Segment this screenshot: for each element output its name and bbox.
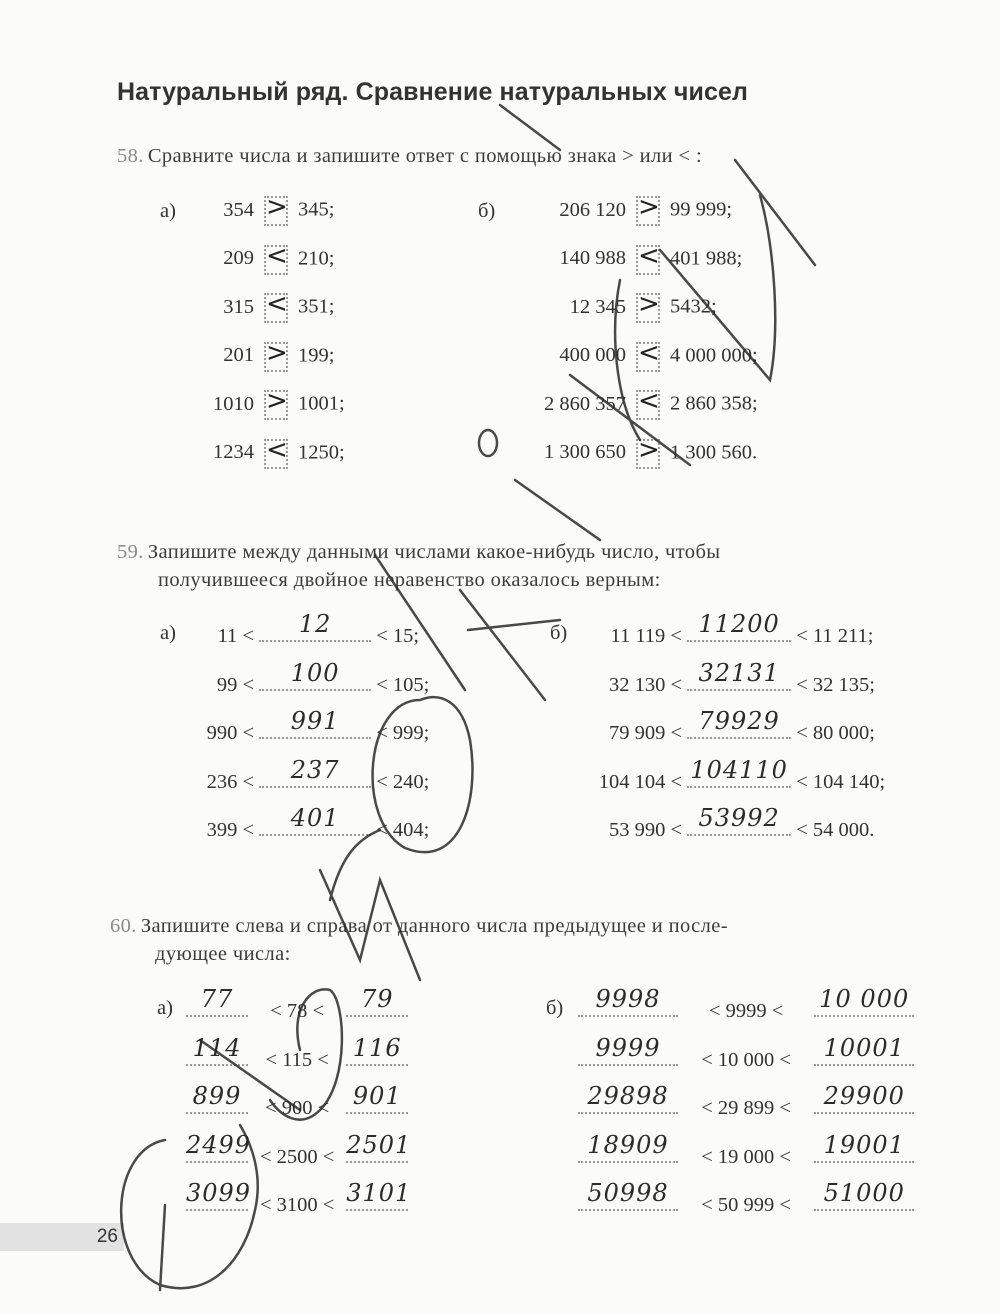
- comparison-row: [180, 192, 345, 245]
- left-bound: 990 <: [206, 722, 254, 744]
- sign-box[interactable]: [636, 240, 660, 275]
- column-label-a: а): [160, 200, 176, 222]
- left-number: 400 000: [559, 344, 626, 367]
- sign-answer: <: [266, 434, 288, 465]
- task-60-column-a: [186, 985, 412, 1238]
- task-58-prompt: [117, 142, 702, 170]
- column-label-a: а): [160, 622, 176, 644]
- handwritten-answer: 2501: [346, 1130, 412, 1159]
- right-bound: < 999;: [376, 722, 430, 744]
- column-label-b: б): [546, 997, 564, 1019]
- task-60-column-b: [578, 985, 914, 1238]
- left-bound: 32 130 <: [608, 673, 682, 696]
- given-number: < 10 000 <: [701, 1048, 791, 1071]
- page-number: 26: [0, 1223, 124, 1251]
- handwritten-answer: 991: [290, 707, 340, 735]
- handwritten-answer: 51000: [823, 1179, 905, 1207]
- given-number: < 9999 <: [708, 1000, 784, 1022]
- prev-field[interactable]: [186, 1130, 252, 1163]
- prev-field[interactable]: [186, 1082, 248, 1114]
- left-bound: 53 990 <: [608, 819, 682, 841]
- right-number: 401 988;: [670, 247, 743, 270]
- prev-field[interactable]: [186, 985, 248, 1017]
- sign-box[interactable]: [264, 240, 288, 275]
- sign-box[interactable]: [264, 434, 288, 469]
- comparison-row: [180, 386, 345, 439]
- task-59-column-a: [180, 610, 430, 863]
- comparison-row: [500, 289, 758, 342]
- task-number: 58.: [117, 145, 144, 167]
- sign-answer: >: [266, 192, 288, 222]
- sign-box[interactable]: [264, 192, 288, 226]
- comparison-row: [180, 337, 345, 391]
- right-number: 1250;: [298, 441, 345, 464]
- comparison-row: [500, 434, 758, 488]
- next-field[interactable]: [814, 1130, 914, 1163]
- task-59-prompt: [117, 538, 927, 594]
- task-text: Сравните числа и запишите ответ с помощью знака > или < :: [147, 145, 703, 167]
- task-text-line-2: дующее числа:: [155, 943, 291, 965]
- right-bound: < 15;: [376, 625, 420, 647]
- sign-answer: <: [638, 386, 660, 416]
- prev-field[interactable]: [578, 1082, 678, 1114]
- handwritten-answer: 114: [192, 1033, 242, 1062]
- right-number: 199;: [298, 344, 335, 367]
- left-bound: 11 119 <: [610, 625, 682, 647]
- left-number: 209: [223, 247, 254, 270]
- given-number: < 29 899 <: [701, 1097, 791, 1119]
- sign-box[interactable]: [264, 289, 288, 323]
- left-number: 315: [223, 295, 254, 318]
- handwritten-answer: 237: [290, 755, 340, 784]
- handwritten-answer: 9998: [595, 985, 661, 1013]
- left-bound: 104 104 <: [598, 770, 682, 793]
- handwritten-answer: 50998: [587, 1179, 669, 1207]
- handwritten-answer: 104110: [690, 755, 788, 784]
- next-field[interactable]: [346, 1130, 412, 1163]
- right-bound: < 11 211;: [796, 625, 874, 647]
- comparison-row: [500, 192, 758, 245]
- right-bound: < 105;: [376, 673, 430, 696]
- prev-field[interactable]: [186, 1179, 252, 1211]
- sign-answer: <: [266, 240, 288, 271]
- left-bound: 236 <: [206, 770, 254, 793]
- given-number: < 3100 <: [259, 1194, 335, 1216]
- right-number: 5432;: [670, 295, 717, 318]
- task-text-line-2: получившееся двойное неравенство оказалось верным:: [158, 569, 661, 591]
- answer-field[interactable]: [259, 610, 371, 642]
- handwritten-answer: 2499: [186, 1130, 252, 1159]
- right-bound: < 54 000.: [796, 819, 875, 841]
- right-number: 210;: [298, 247, 335, 270]
- handwritten-answer: 18909: [587, 1130, 669, 1159]
- left-bound: 11 <: [217, 625, 254, 647]
- given-number: < 78 <: [270, 1000, 325, 1022]
- right-number: 2 860 358;: [670, 392, 758, 415]
- given-number: < 50 999 <: [701, 1194, 791, 1216]
- answer-field[interactable]: [259, 707, 371, 739]
- sign-box[interactable]: [264, 337, 288, 372]
- next-field[interactable]: [814, 1033, 914, 1066]
- handwritten-answer: 9999: [595, 1033, 661, 1062]
- handwritten-answer: 19001: [823, 1130, 905, 1159]
- comparison-row: [180, 434, 345, 488]
- handwritten-answer: 116: [352, 1033, 402, 1062]
- column-label-a: а): [157, 997, 173, 1019]
- left-number: 354: [223, 198, 254, 221]
- column-label-b: б): [550, 622, 568, 644]
- right-number: 1001;: [298, 392, 345, 415]
- sign-box[interactable]: [636, 289, 660, 323]
- right-number: 345;: [298, 198, 335, 221]
- left-bound: 399 <: [206, 819, 254, 841]
- right-number: 4 000 000;: [670, 344, 758, 367]
- left-bound: 99 <: [216, 673, 254, 696]
- sign-box[interactable]: [636, 434, 660, 469]
- next-field[interactable]: [346, 1033, 408, 1066]
- answer-field[interactable]: [687, 804, 791, 836]
- given-number: < 2500 <: [259, 1145, 335, 1168]
- given-number: < 900 <: [265, 1097, 330, 1119]
- task-number: 59.: [117, 541, 144, 563]
- prev-field[interactable]: [578, 1033, 678, 1066]
- comparison-row: [180, 289, 345, 342]
- left-number: 201: [223, 344, 254, 367]
- sign-box[interactable]: [636, 192, 660, 226]
- sign-box[interactable]: [636, 337, 660, 372]
- column-label-b: б): [478, 200, 496, 222]
- handwritten-answer: 79929: [698, 707, 780, 735]
- handwritten-answer: 10001: [823, 1033, 905, 1062]
- right-number: 351;: [298, 295, 335, 318]
- comparison-row: [500, 386, 758, 439]
- handwritten-answer: 901: [352, 1082, 402, 1110]
- task-59-column-b: [560, 610, 886, 863]
- answer-field[interactable]: [259, 755, 371, 788]
- prev-field[interactable]: [578, 985, 678, 1017]
- comparison-row: [500, 337, 758, 391]
- comparison-row: [180, 240, 345, 294]
- handwritten-answer: 11200: [698, 610, 780, 638]
- inequality-row: [560, 804, 885, 863]
- next-field[interactable]: [814, 985, 914, 1017]
- given-number: < 19 000 <: [701, 1145, 791, 1168]
- answer-field[interactable]: [687, 610, 791, 642]
- answer-field[interactable]: [259, 804, 371, 836]
- handwritten-answer: 100: [290, 658, 340, 687]
- prev-field[interactable]: [578, 1130, 678, 1163]
- next-field[interactable]: [814, 1179, 914, 1211]
- task-number: 60.: [110, 915, 137, 937]
- task-58-column-a: [180, 192, 345, 487]
- next-field[interactable]: [346, 1082, 408, 1114]
- left-number: 1234: [213, 441, 254, 464]
- right-number: 1 300 560.: [670, 441, 758, 464]
- page-title: Натуральный ряд. Сравнение натуральных чисел: [117, 78, 748, 106]
- left-number: 1010: [213, 392, 254, 415]
- left-number: 1 300 650: [544, 441, 626, 464]
- handwritten-answer: 899: [192, 1082, 242, 1110]
- prev-field[interactable]: [578, 1179, 678, 1211]
- right-bound: < 104 140;: [796, 770, 886, 793]
- comparison-row: [500, 240, 758, 294]
- neighbor-row: [186, 1179, 412, 1238]
- sign-answer: >: [266, 386, 288, 416]
- sign-box[interactable]: [636, 386, 660, 420]
- handwritten-answer: 401: [290, 804, 340, 832]
- answer-field[interactable]: [687, 658, 791, 691]
- sign-answer: >: [266, 337, 288, 368]
- sign-box[interactable]: [264, 386, 288, 420]
- left-bound: 79 909 <: [608, 722, 682, 744]
- answer-field[interactable]: [687, 707, 791, 739]
- left-number: 2 860 357: [544, 392, 626, 415]
- next-field[interactable]: [346, 1179, 412, 1211]
- right-bound: < 32 135;: [796, 673, 876, 696]
- right-number: 99 999;: [670, 198, 733, 221]
- answer-field[interactable]: [259, 658, 371, 691]
- task-60-prompt: [110, 912, 920, 968]
- next-field[interactable]: [814, 1082, 914, 1114]
- sign-answer: >: [638, 192, 660, 222]
- task-58-column-b: [500, 192, 758, 487]
- next-field[interactable]: [346, 985, 408, 1017]
- given-number: < 115 <: [265, 1048, 329, 1071]
- neighbor-row: [578, 1179, 914, 1238]
- right-bound: < 404;: [376, 819, 430, 841]
- right-bound: < 80 000;: [796, 722, 876, 744]
- handwritten-answer: 77: [200, 985, 234, 1013]
- handwritten-answer: 10 000: [819, 985, 910, 1013]
- handwritten-answer: 79: [360, 985, 394, 1013]
- left-number: 206 120: [559, 198, 626, 221]
- handwritten-answer: 53992: [698, 804, 780, 832]
- task-text-line-1: Запишите слева и справа от данного числа предыдущее и после-: [140, 915, 729, 937]
- handwritten-answer: 3099: [186, 1179, 252, 1207]
- sign-answer: >: [638, 289, 660, 319]
- prev-field[interactable]: [186, 1033, 248, 1066]
- task-text-line-1: Запишите между данными числами какое-нибудь число, чтобы: [147, 541, 721, 563]
- right-bound: < 240;: [376, 770, 430, 793]
- handwritten-answer: 29900: [823, 1082, 905, 1110]
- handwritten-answer: 32131: [698, 658, 780, 687]
- answer-field[interactable]: [687, 755, 791, 788]
- handwritten-answer: 29898: [587, 1082, 669, 1110]
- sign-answer: >: [638, 434, 660, 465]
- sign-answer: <: [266, 289, 288, 319]
- left-number: 12 345: [569, 295, 626, 318]
- left-number: 140 988: [559, 247, 626, 270]
- sign-answer: <: [638, 240, 660, 271]
- handwritten-answer: 3101: [346, 1179, 412, 1207]
- sign-answer: <: [638, 337, 660, 368]
- handwritten-answer: 12: [298, 610, 332, 638]
- inequality-row: [180, 804, 430, 863]
